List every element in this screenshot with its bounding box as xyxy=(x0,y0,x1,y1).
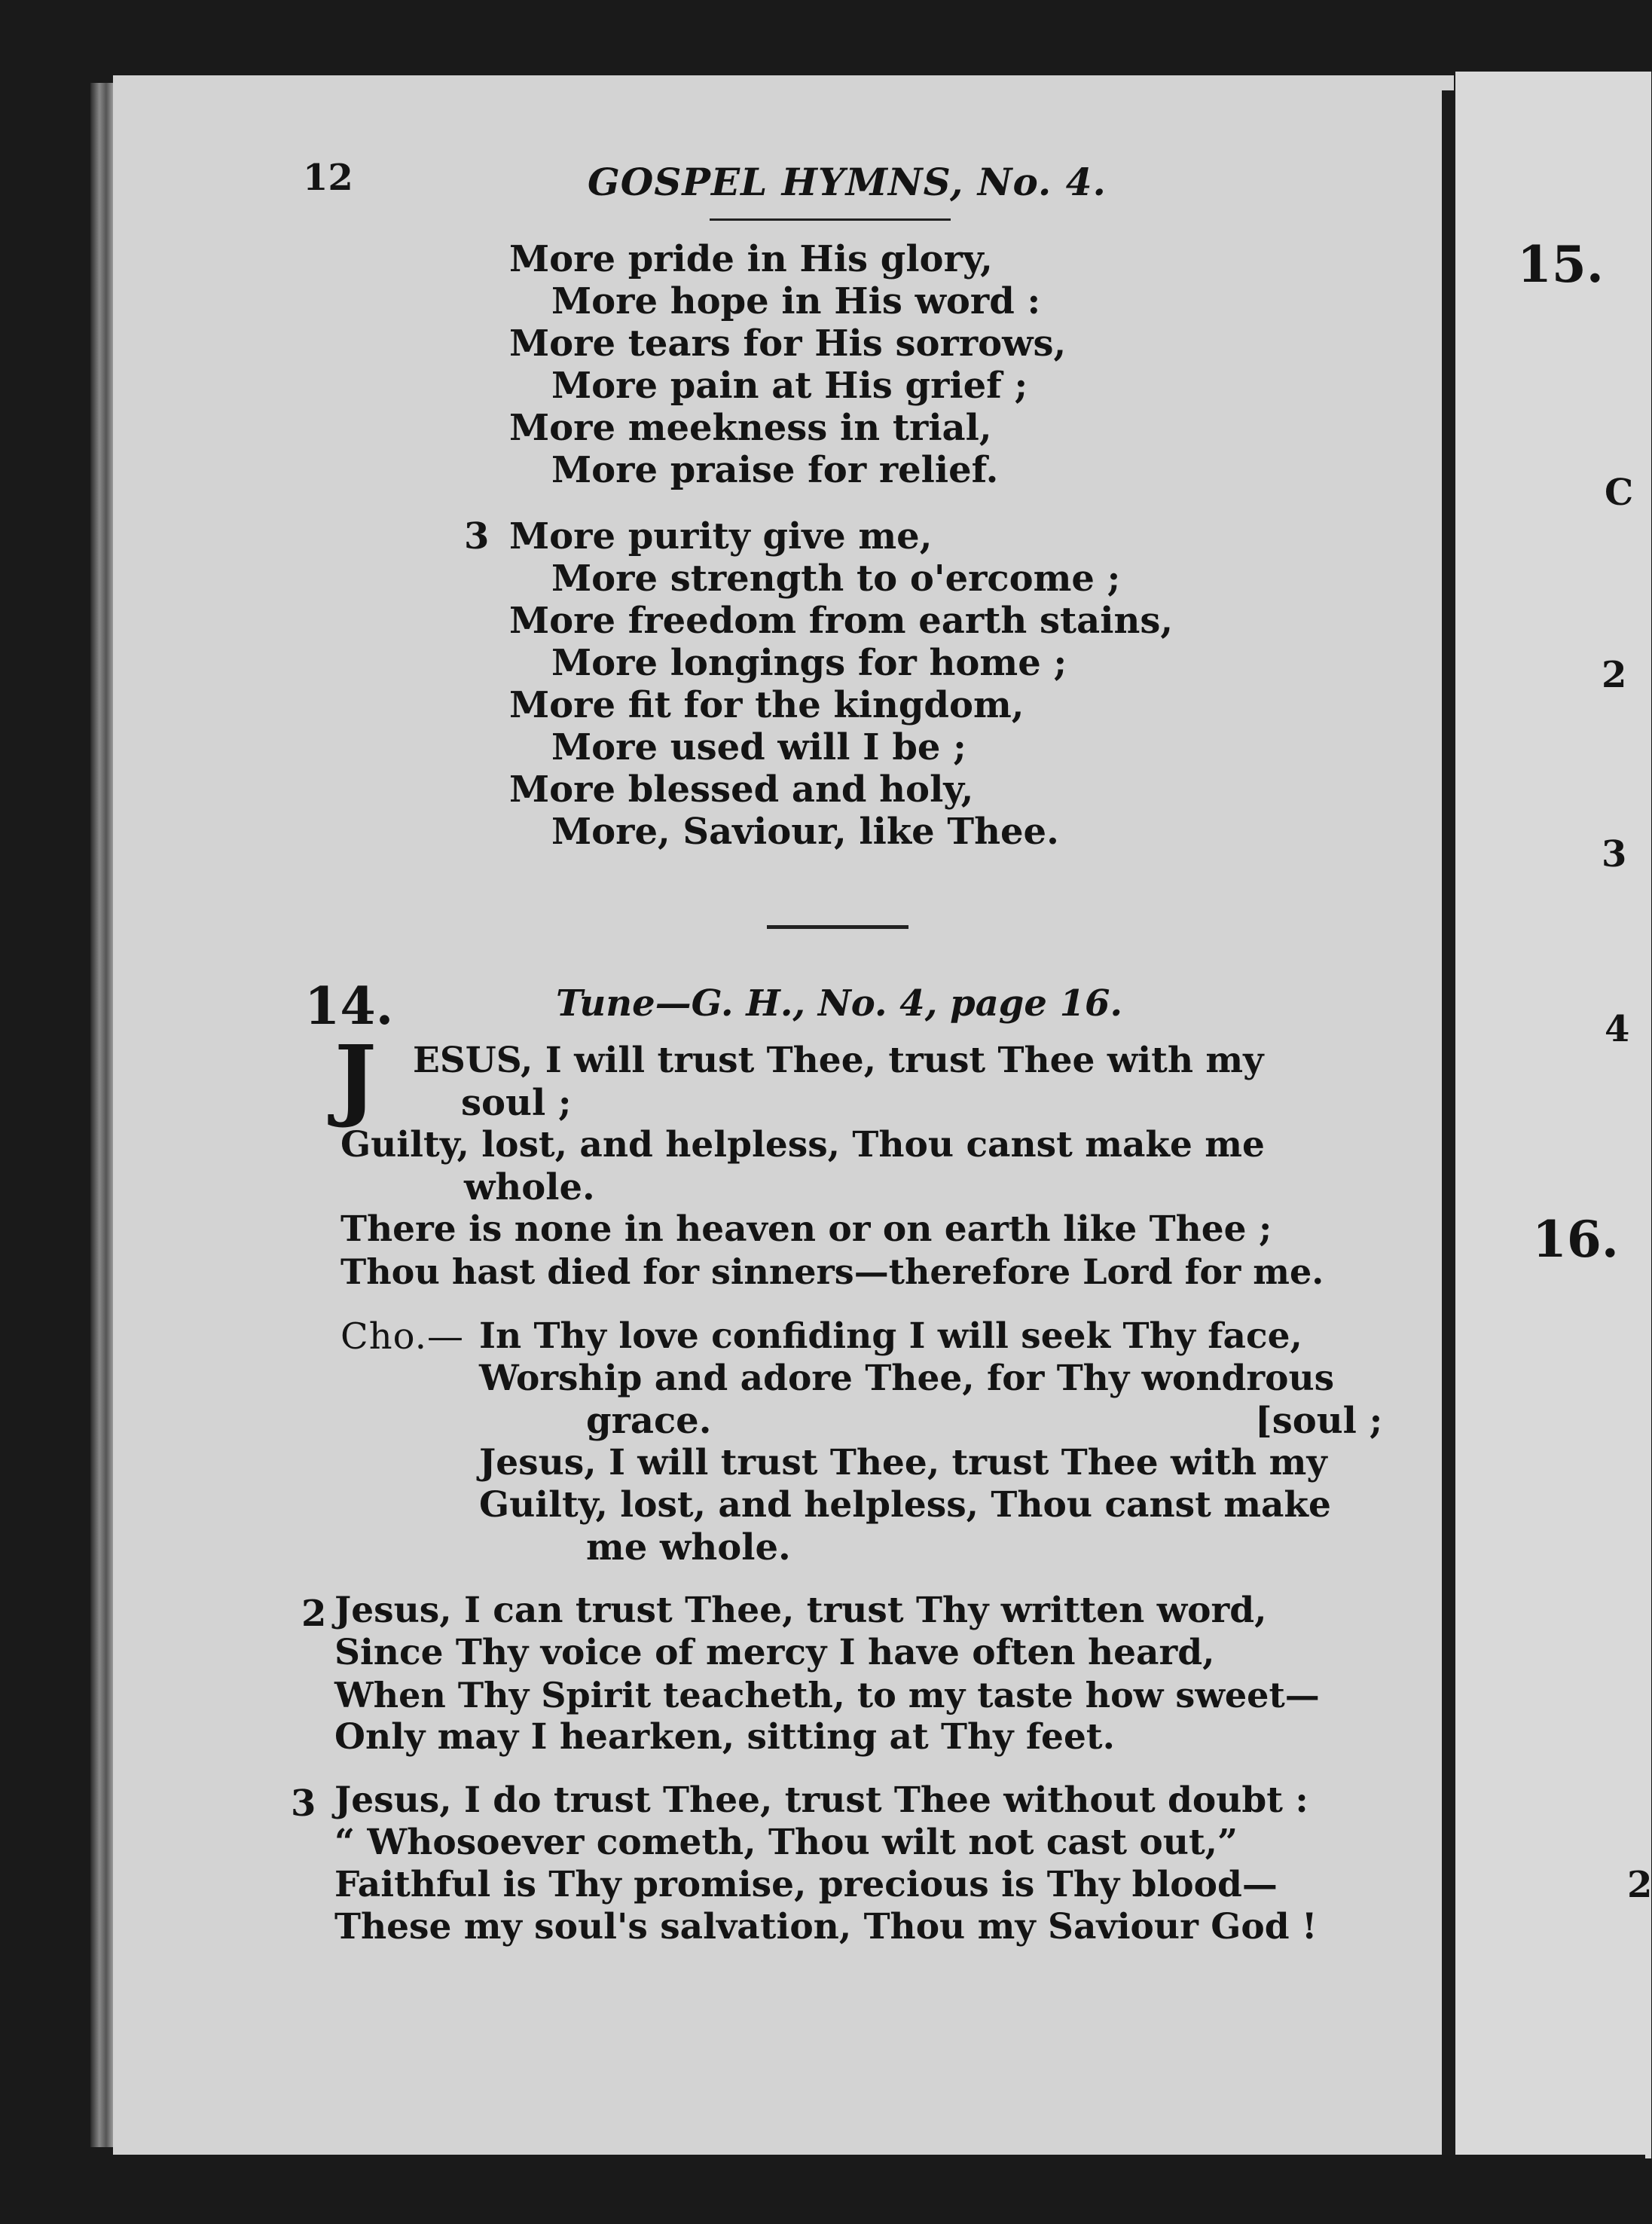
verse-line: More longings for home ; xyxy=(551,642,1067,684)
verse-line: whole. xyxy=(464,1166,595,1208)
verse-line: More hope in His word : xyxy=(551,280,1041,322)
verse-line: Jesus, I can trust Thee, trust Thy written word, xyxy=(334,1590,1267,1631)
chorus-line: Worship and adore Thee, for Thy wondrous xyxy=(479,1358,1335,1399)
verse-line: “ Whosoever cometh, Thou wilt not cast out,” xyxy=(334,1822,1238,1863)
verse-number-right: 2 xyxy=(1602,654,1627,696)
chorus-label: Cho.— xyxy=(340,1315,464,1358)
running-title: GOSPEL HYMNS, No. 4. xyxy=(588,160,1107,204)
verse-line: Only may I hearken, sitting at Thy feet. xyxy=(334,1716,1115,1758)
verse-line: More tears for His sorrows, xyxy=(509,322,1067,365)
scan-border xyxy=(0,2155,1645,2224)
verse-number-right: 4 xyxy=(1605,1008,1630,1050)
verse-line: More pride in His glory, xyxy=(509,238,993,280)
section-divider xyxy=(767,925,908,929)
verse-line: More used will I be ; xyxy=(551,726,966,768)
chorus-line: Guilty, lost, and helpless, Thou canst make xyxy=(479,1484,1331,1526)
verse-line: More, Saviour, like Thee. xyxy=(551,811,1059,853)
book-gutter xyxy=(1442,90,1455,2155)
page-edge xyxy=(90,83,113,2147)
chorus-line: In Thy love confiding I will seek Thy face, xyxy=(479,1315,1302,1357)
hymn-number: 14. xyxy=(304,976,394,1037)
verse-number-right: 3 xyxy=(1602,833,1627,875)
chorus-line: grace. xyxy=(586,1400,712,1442)
chorus-line: me whole. xyxy=(586,1526,791,1569)
tune-reference: Tune—G. H., No. 4, page 16. xyxy=(556,982,1123,1025)
verse-line: More purity give me, xyxy=(509,515,933,558)
drop-cap: J xyxy=(334,1025,377,1130)
verse-line: More strength to o'ercome ; xyxy=(551,558,1121,600)
verse-line: Jesus, I do trust Thee, trust Thee without doubt : xyxy=(334,1780,1308,1821)
right-fragment: C xyxy=(1605,472,1634,514)
verse-line: More meekness in trial, xyxy=(509,407,992,449)
hymn-number-right: 16. xyxy=(1532,1210,1619,1269)
header-rule xyxy=(710,218,951,221)
verse-line: Thou hast died for sinners—therefore Lord for me. xyxy=(340,1251,1324,1292)
verse-number: 3 xyxy=(291,1783,316,1825)
verse-line: More praise for relief. xyxy=(551,449,999,491)
verse-line: Guilty, lost, and helpless, Thou canst make me xyxy=(340,1124,1265,1165)
verse-number: 3 xyxy=(464,515,490,558)
verse-line: More pain at His grief ; xyxy=(551,365,1028,407)
verse-line: More fit for the kingdom, xyxy=(509,684,1024,726)
verse-line: These my soul's salvation, Thou my Saviour God ! xyxy=(334,1906,1318,1948)
verse-line: ESUS, I will trust Thee, trust Thee with my xyxy=(413,1040,1264,1081)
verse-line: soul ; xyxy=(461,1082,572,1124)
verse-line: More freedom from earth stains, xyxy=(509,600,1174,642)
hymn-number-right: 15. xyxy=(1517,235,1604,294)
page-number: 12 xyxy=(303,157,353,199)
verse-line: Since Thy voice of mercy I have often heard, xyxy=(334,1632,1215,1673)
verse-number: 2 xyxy=(301,1593,327,1635)
verse-line: More blessed and holy, xyxy=(509,768,974,811)
verse-line: When Thy Spirit teacheth, to my taste how sweet— xyxy=(334,1675,1320,1715)
chorus-line: Jesus, I will trust Thee, trust Thee with my xyxy=(479,1442,1327,1483)
verse-number-right: 2 xyxy=(1627,1864,1652,1906)
chorus-line: [soul ; xyxy=(1255,1400,1383,1442)
right-page xyxy=(1455,72,1651,2158)
verse-line: Faithful is Thy promise, precious is Thy blood— xyxy=(334,1864,1278,1905)
verse-line: There is none in heaven or on earth like Thee ; xyxy=(340,1208,1272,1250)
